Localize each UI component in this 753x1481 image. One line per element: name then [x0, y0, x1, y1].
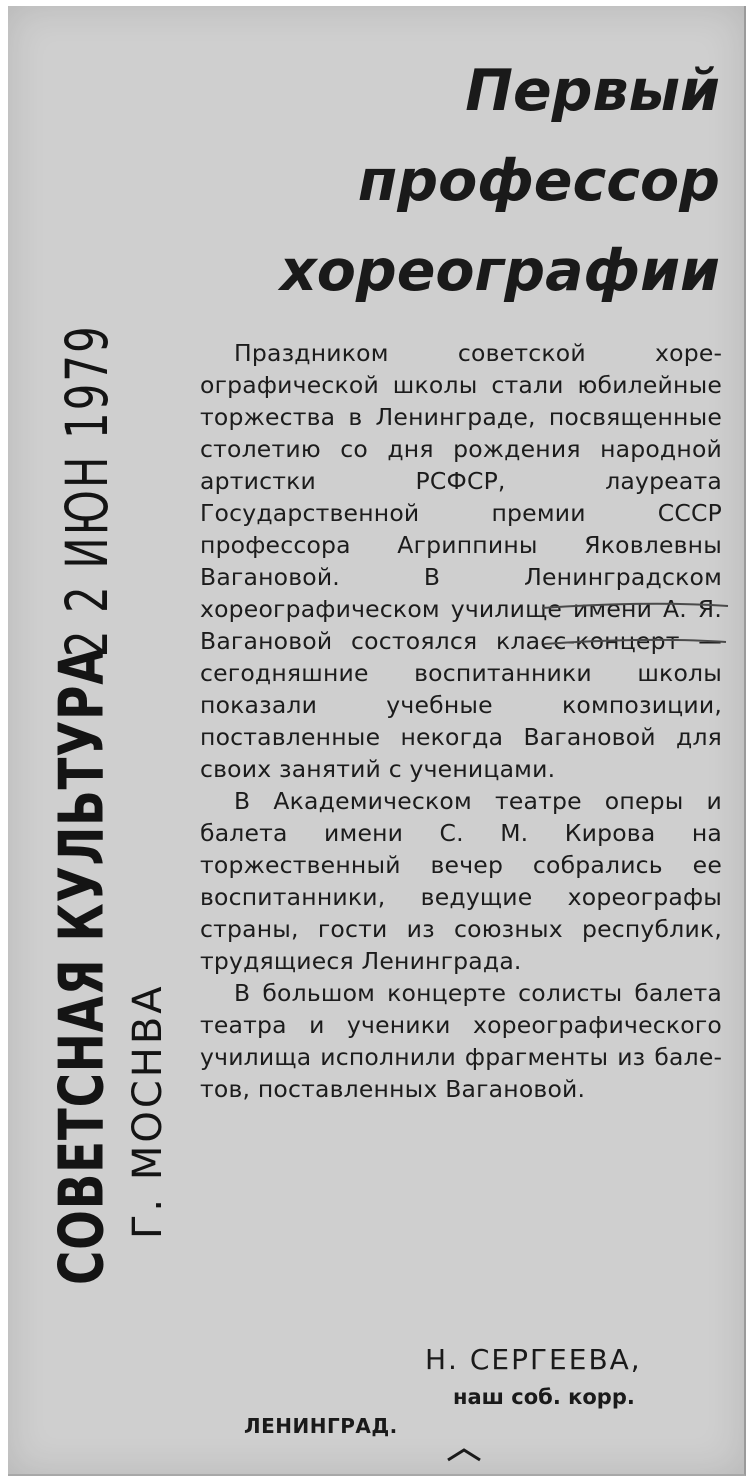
headline-line-2: профессор [357, 148, 720, 214]
article-paragraph-2: В Академическом театре оперы и балета имени С. М. Кирова на торжественный вечер собрались ее воспитанники, ведущие хореографы страны, гости из союзных республик, трудящиеся Ленинграда. [200, 787, 722, 975]
article-paragraph-3: В большом концерте солисты балета театра и ученики хореографического училища исполнили фрагменты из балетов, поставленных Вагановой. [200, 979, 722, 1103]
article-headline [200, 46, 720, 316]
stamp-date: 2 2 ИЮН 1979 [53, 324, 121, 657]
author-name: Н. СЕРГЕЕВА, [425, 1343, 642, 1376]
article-body [200, 337, 722, 1105]
stamp-newspaper-name: СОВЕТСНАЯ КУЛЬТУРА [46, 647, 118, 1285]
pencil-underline [540, 600, 730, 660]
article-paragraph-1: Праздником советской хореографической школы стали юбилейные торжества в Ленинграде, посвященные столетию со дня рождения народной артистки РСФСР, лауреата Государственной премии СССР профессора Агриппины Яковлевны Вагановой. В Ленинградском хореографическом училище имени А. Я. Вагановой состоялся класс-концерт — сегодняшние воспитанники школы показали учебные композиции, поставленные некогда Вагановой для своих занятий с ученицами. [200, 339, 722, 783]
cut-mark-icon [444, 1446, 484, 1466]
author-role: наш соб. корр. [453, 1385, 635, 1409]
article-dateline: ЛЕНИНГРАД. [244, 1414, 398, 1438]
newspaper-stamp [42, 265, 172, 1285]
headline-line-3: хореографии [279, 238, 720, 304]
headline-line-1: Первый [465, 58, 720, 124]
stamp-city: Г. МОСНВА [125, 983, 171, 1239]
